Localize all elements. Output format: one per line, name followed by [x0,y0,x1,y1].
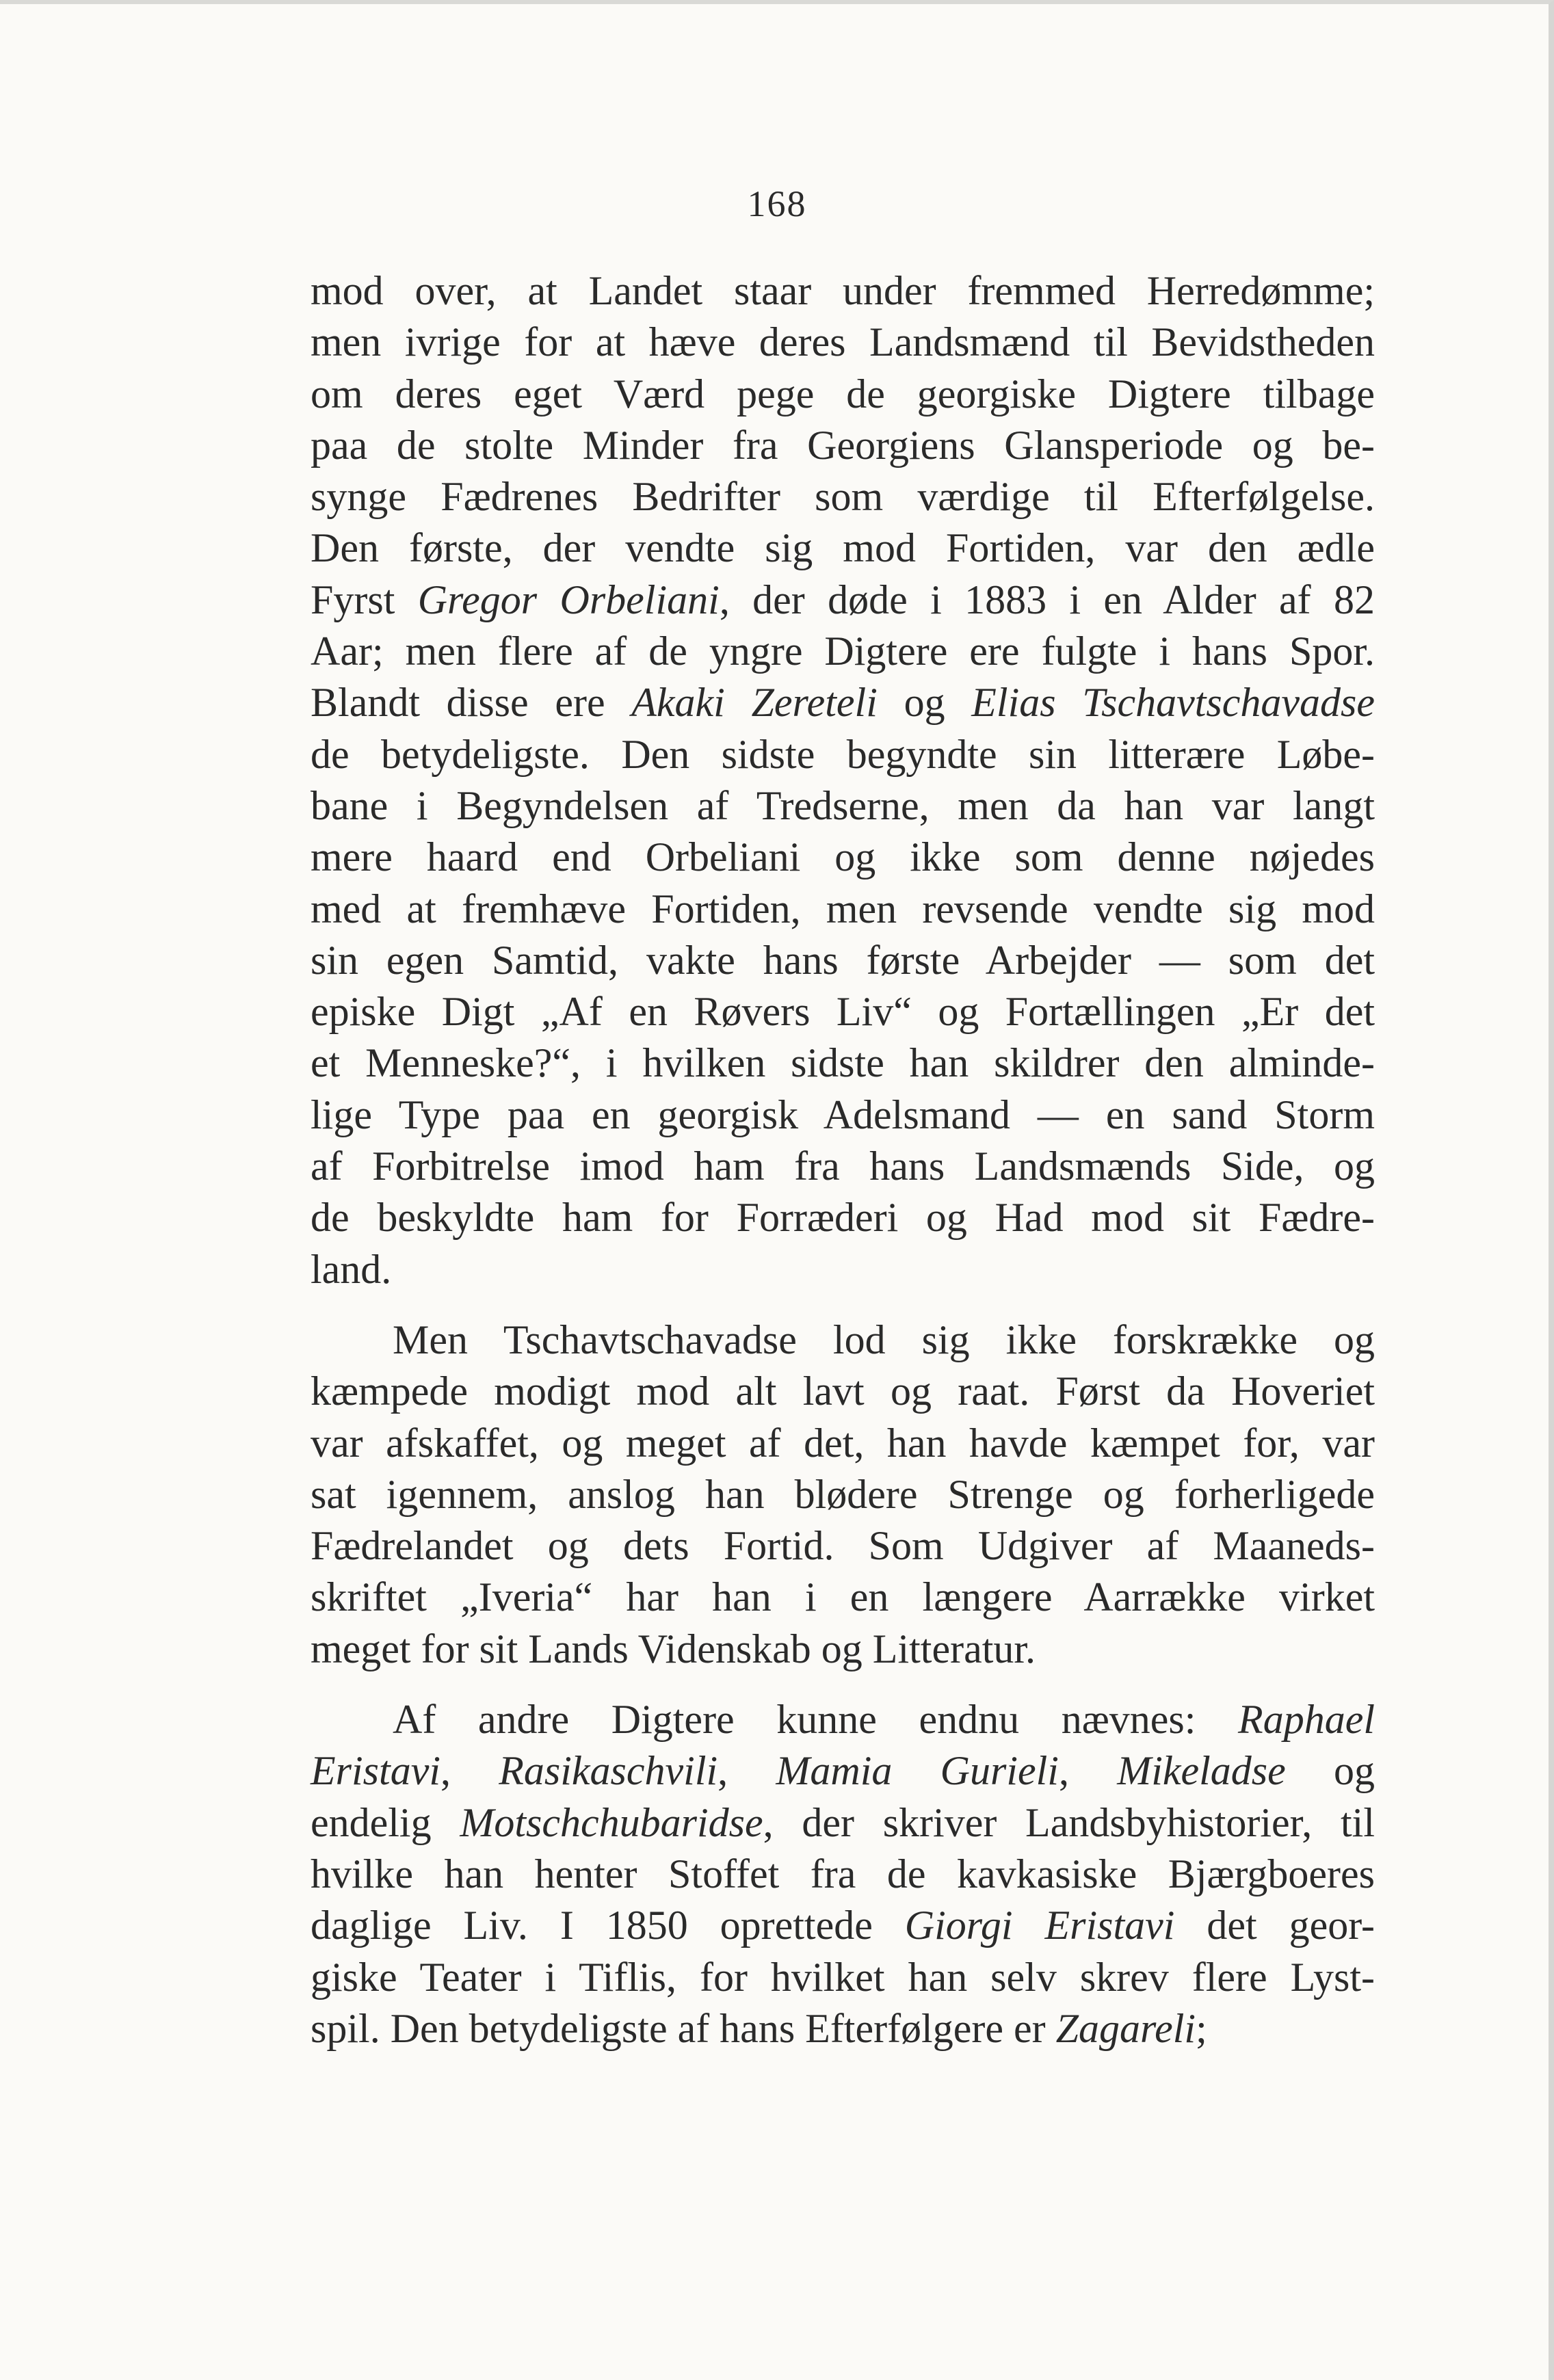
text-line: sat igennem, anslog han blødere Strenge og forherligede [311,1471,1375,1517]
text-line: meget for sit Lands Videnskab og Litteratur. [311,1626,1036,1671]
text-line: land. [311,1246,392,1292]
text-line: Fædrelandet og dets Fortid. Som Udgiver af Maaneds- [311,1523,1375,1569]
text-line: om deres eget Værd pege de georgiske Digtere tilbage [311,371,1375,416]
text-line: men ivrige for at hæve deres Landsmænd til Bevidstheden [311,319,1375,365]
text-line: lige Type paa en georgisk Adelsmand — en sand Storm [311,1092,1375,1137]
text-line: mere haard end Orbeliani og ikke som denne nøjedes [311,834,1375,880]
text-line: Men Tschavtschavadse lod sig ikke forskrække og [393,1317,1375,1362]
paragraph [311,265,1375,1295]
text-line: Af andre Digtere kunne endnu nævnes: Raphael [393,1697,1375,1743]
text-line: skriftet „Iveria“ har han i en længere Aarrække virket [311,1574,1375,1620]
text-line: Den første, der vendte sig mod Fortiden, var den ædle [311,525,1375,571]
text-line: endelig Motschchubaridse, der skriver Landsbyhistorier, til [311,1799,1375,1845]
text-line: kæmpede modigt mod alt lavt og raat. Først da Hoveriet [311,1368,1375,1414]
text-line: et Menneske?“, i hvilken sidste han skildrer den alminde- [311,1040,1375,1086]
page-number: 168 [747,183,807,224]
text-line: var afskaffet, og meget af det, han havde kæmpet for, var [311,1420,1375,1466]
text-line: episke Digt „Af en Røvers Liv“ og Fortællingen „Er det [311,989,1375,1035]
text-line: bane i Begyndelsen af Tredserne, men da han var langt [311,782,1375,828]
text-line: mod over, at Landet staar under fremmed Herredømme; [311,268,1375,313]
text-line: giske Teater i Tiflis, for hvilket han selv skrev flere Lyst- [311,1954,1375,2000]
text-line: Blandt disse ere Akaki Zereteli og Elias Tschavtschavadse [311,680,1375,726]
text-line: Eristavi, Rasikaschvili, Mamia Gurieli, Mikeladse og [311,1748,1375,1794]
text-line: sin egen Samtid, vakte hans første Arbejder — som det [311,937,1375,983]
text-line: Fyrst Gregor Orbeliani, der døde i 1883 i en Alder af 82 [311,577,1375,622]
text-line: af Forbitrelse imod ham fra hans Landsmænds Side, og [311,1143,1375,1189]
text-line: daglige Liv. I 1850 oprettede Giorgi Eristavi det geor- [311,1903,1375,1948]
text-line: Aar; men flere af de yngre Digtere ere fulgte i hans Spor. [311,629,1375,674]
text-line: spil. Den betydeligste af hans Efterfølgere er Zagareli; [311,2005,1207,2051]
body-text [311,265,1375,2054]
text-line: synge Fædrenes Bedrifter som værdige til Efterfølgelse. [311,474,1375,520]
text-line: hvilke han henter Stoffet fra de kavkasiske Bjærgboeres [311,1851,1375,1896]
text-line: paa de stolte Minder fra Georgiens Glansperiode og be- [311,422,1375,468]
text-line: med at fremhæve Fortiden, men revsende vendte sig mod [311,886,1375,931]
paragraph [311,1314,1375,1675]
text-line: de beskyldte ham for Forræderi og Had mod sit Fædre- [311,1195,1375,1241]
text-line: de betydeligste. Den sidste begyndte sin litterære Løbe- [311,731,1375,777]
paragraph [311,1694,1375,2054]
